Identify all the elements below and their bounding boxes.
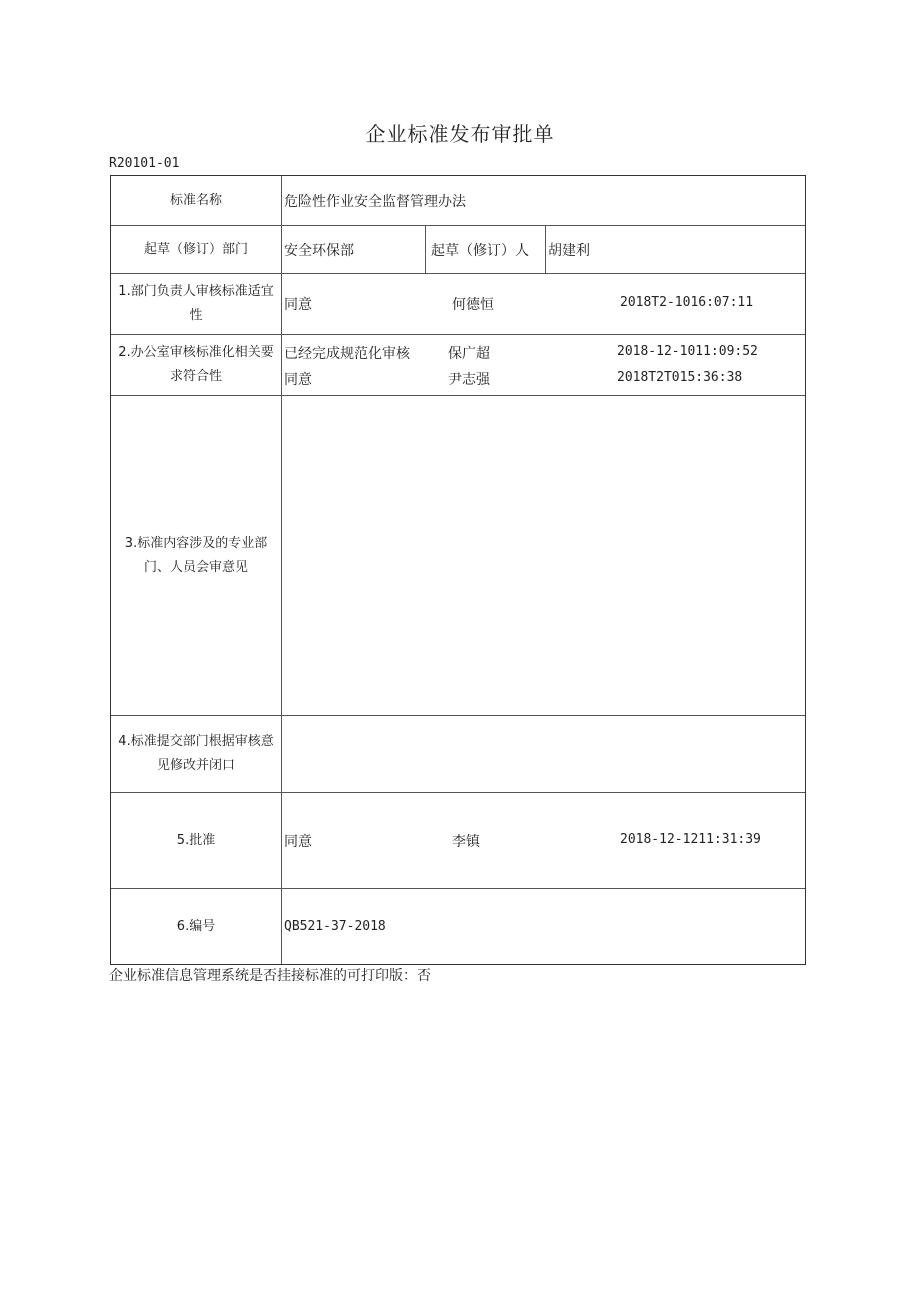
value-draft-dept: 安全环保部 bbox=[284, 243, 354, 259]
label-number: 6.编号 bbox=[111, 889, 282, 964]
cell-office-review bbox=[282, 335, 805, 395]
reviewer-office-2: 尹志强 bbox=[448, 372, 490, 388]
label-draft-person: 起草（修订）人 bbox=[431, 243, 529, 259]
opinion-approval: 同意 bbox=[284, 834, 312, 850]
time-approval: 2018-12-1211:31:39 bbox=[620, 832, 761, 847]
row-draft bbox=[111, 226, 805, 274]
time-dept-head: 2018T2-1016:07:11 bbox=[620, 295, 754, 310]
label-approval: 5.批准 bbox=[111, 793, 282, 888]
opinion-office-2: 同意 bbox=[284, 372, 312, 388]
standard-number: QB521-37-2018 bbox=[284, 919, 386, 934]
row-number bbox=[111, 889, 805, 964]
row-joint-review bbox=[111, 396, 805, 716]
label-joint-review-line1: 3.标准内容涉及的专业部 bbox=[124, 535, 268, 551]
label-office-review-line2: 求符合性 bbox=[169, 369, 222, 384]
label-draft-dept: 起草（修订）部门 bbox=[111, 226, 282, 273]
value-standard-name: 危险性作业安全监督管理办法 bbox=[284, 194, 466, 210]
label-revision-close-line1: 4.标准提交部门根据审核意 bbox=[118, 734, 274, 749]
row-dept-head-review bbox=[111, 274, 805, 335]
cell-joint-review bbox=[282, 396, 805, 715]
label-joint-review-line2: 门、人员会审意见 bbox=[143, 559, 248, 575]
label-dept-head-review-line1: 1.部门负责人审核标准适宜 bbox=[118, 284, 274, 299]
label-office-review bbox=[111, 335, 282, 395]
form-code: R20101-01 bbox=[109, 156, 180, 171]
label-revision-close bbox=[111, 716, 282, 792]
cell-number bbox=[282, 889, 805, 964]
value-draft-person: 胡建利 bbox=[548, 243, 590, 259]
label-office-review-line1: 2.办公室审核标准化相关要 bbox=[118, 345, 274, 360]
opinion-office-1: 已经完成规范化审核 bbox=[284, 346, 410, 362]
row-standard-name bbox=[111, 176, 805, 226]
cell-approval bbox=[282, 793, 805, 888]
reviewer-office-1: 保广超 bbox=[448, 346, 490, 362]
page-title: 企业标准发布审批单 bbox=[365, 122, 555, 146]
label-standard-name: 标准名称 bbox=[111, 176, 282, 225]
time-office-2: 2018T2T015:36:38 bbox=[617, 370, 743, 385]
cell-draft bbox=[282, 226, 805, 273]
time-office-1: 2018-12-1011:09:52 bbox=[617, 344, 758, 359]
approver: 李镇 bbox=[452, 834, 480, 850]
opinion-dept-head: 同意 bbox=[284, 297, 312, 313]
row-approval bbox=[111, 793, 805, 889]
cell-standard-name bbox=[282, 176, 805, 225]
cell-revision-close bbox=[282, 716, 805, 792]
label-dept-head-review-line2: 性 bbox=[189, 308, 203, 323]
label-revision-close-line2: 见修改并闭口 bbox=[156, 758, 235, 773]
reviewer-dept-head: 何德恒 bbox=[452, 297, 494, 313]
row-revision-close bbox=[111, 716, 805, 793]
footer-note: 企业标准信息管理系统是否挂接标准的可打印版：否 bbox=[109, 968, 431, 984]
cell-dept-head-review bbox=[282, 274, 805, 334]
row-office-review bbox=[111, 335, 805, 396]
approval-form bbox=[110, 175, 806, 965]
label-dept-head-review bbox=[111, 274, 282, 334]
label-joint-review bbox=[111, 396, 282, 715]
